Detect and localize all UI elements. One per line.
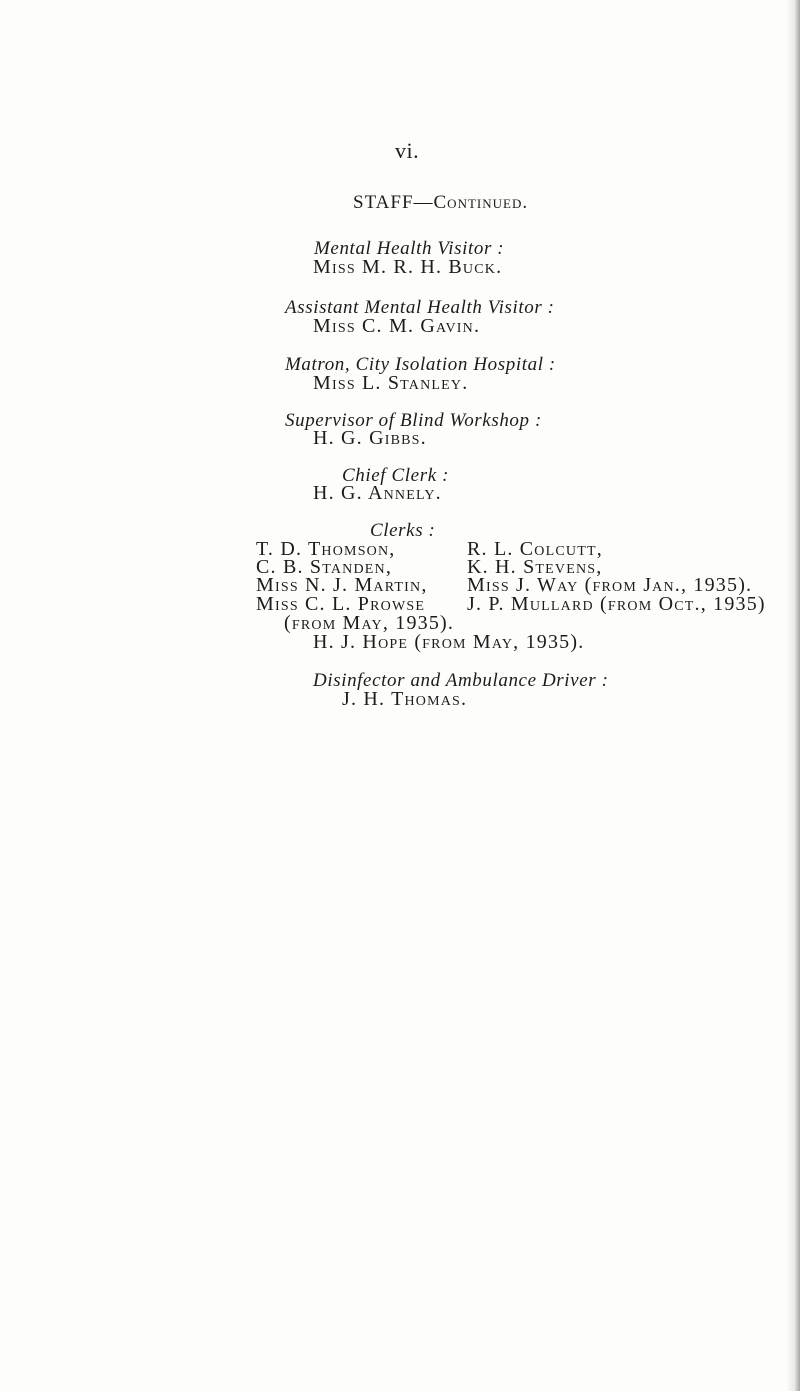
clerk-left-5: (from May, 1935). bbox=[284, 612, 455, 634]
role-disinfector: Disinfector and Ambulance Driver : bbox=[313, 670, 609, 691]
role-matron: Matron, City Isolation Hospital : bbox=[285, 354, 556, 375]
clerk-left-1: T. D. Thomson, bbox=[256, 538, 396, 560]
name-matron: Miss L. Stanley. bbox=[313, 372, 469, 394]
role-supervisor: Supervisor of Blind Workshop : bbox=[285, 410, 542, 431]
clerk-right-3: Miss J. Way (from Jan., 1935). bbox=[467, 574, 753, 596]
clerk-last: H. J. Hope (from May, 1935). bbox=[313, 631, 585, 653]
page-number: vi. bbox=[395, 138, 420, 163]
name-chief-clerk: H. G. Annely. bbox=[313, 482, 442, 504]
name-supervisor: H. G. Gibbs. bbox=[313, 427, 427, 449]
name-disinfector: J. H. Thomas. bbox=[342, 688, 468, 710]
clerk-left-4: Miss C. L. Prowse bbox=[256, 593, 426, 615]
role-assistant-mental-health-visitor: Assistant Mental Health Visitor : bbox=[285, 297, 555, 318]
clerk-left-3: Miss N. J. Martin, bbox=[256, 574, 428, 596]
section-heading: STAFF—Continued. bbox=[353, 192, 529, 213]
clerk-right-4: J. P. Mullard (from Oct., 1935) bbox=[467, 593, 766, 615]
clerk-right-2: K. H. Stevens, bbox=[467, 556, 603, 578]
name-assistant-mental-health-visitor: Miss C. M. Gavin. bbox=[313, 315, 481, 337]
clerk-left-2: C. B. Standen, bbox=[256, 556, 393, 578]
role-mental-health-visitor: Mental Health Visitor : bbox=[314, 238, 505, 259]
role-chief-clerk: Chief Clerk : bbox=[342, 465, 450, 486]
name-mental-health-visitor: Miss M. R. H. Buck. bbox=[313, 256, 503, 278]
clerk-right-1: R. L. Colcutt, bbox=[467, 538, 603, 560]
role-clerks: Clerks : bbox=[370, 520, 436, 541]
page-edge-shadow bbox=[786, 0, 800, 1391]
